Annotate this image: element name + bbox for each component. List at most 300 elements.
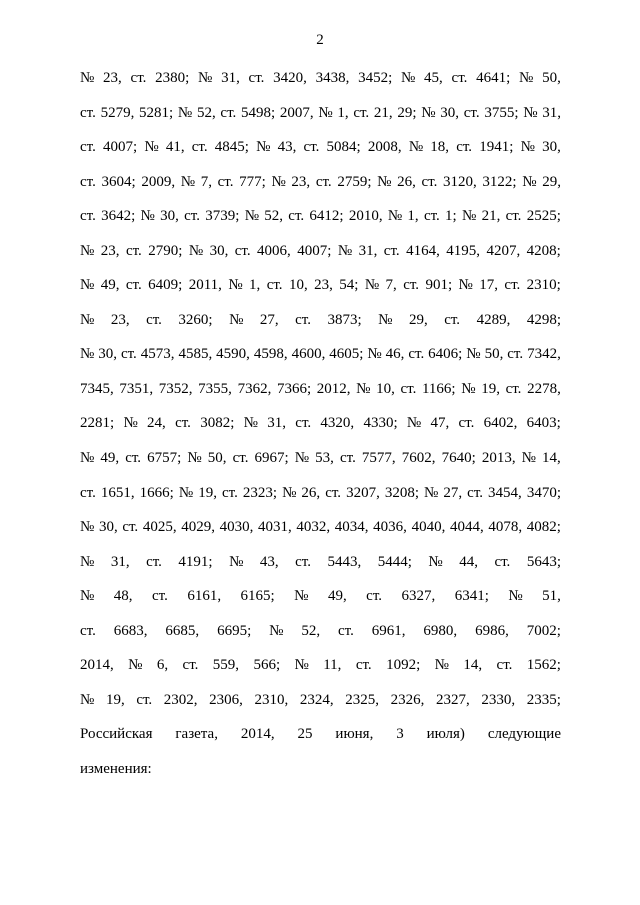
word: ст. <box>325 484 342 501</box>
word: № <box>80 242 95 259</box>
word: № <box>80 519 95 536</box>
word: 43, <box>259 553 279 570</box>
word: 4044, <box>449 519 484 536</box>
word: ст. <box>403 277 420 294</box>
word: 7345, <box>80 380 114 397</box>
word: 7, <box>385 277 397 294</box>
word: 3438, <box>315 70 350 86</box>
word: 4034, <box>334 519 369 536</box>
word: № <box>401 70 416 86</box>
word: 11, <box>323 657 342 674</box>
text-line <box>80 61 561 96</box>
word: ст. <box>182 657 199 674</box>
word: № <box>140 208 155 225</box>
word: 29, <box>408 311 428 328</box>
word: ст. <box>355 657 372 674</box>
word: № <box>229 553 244 570</box>
word: 23, <box>291 173 311 190</box>
word: 2380; <box>155 70 190 86</box>
word: 54; <box>339 277 359 294</box>
word: № <box>80 311 95 328</box>
word: ст. <box>232 450 249 467</box>
word: ст. <box>80 208 96 225</box>
word: 21, <box>481 208 501 225</box>
word: № <box>461 208 477 225</box>
word: 1562; <box>526 657 561 674</box>
word: 30, <box>98 346 118 363</box>
word: № <box>128 657 143 674</box>
word: ст. <box>220 104 237 121</box>
word: 7, <box>200 173 212 190</box>
word: № <box>458 277 473 294</box>
word: ст. <box>408 346 425 363</box>
word: 4298; <box>526 311 561 328</box>
word: 19, <box>481 380 500 397</box>
word: 4032, <box>296 519 331 536</box>
word: 7366; <box>276 380 312 397</box>
word: № <box>387 208 403 225</box>
word: ст. <box>125 277 142 294</box>
word: 51, <box>542 588 561 605</box>
word: 30, <box>209 242 229 259</box>
word: 31, <box>358 242 378 259</box>
word: 1, <box>249 277 261 294</box>
word: 1651, <box>100 484 135 501</box>
word: 7577, <box>361 450 396 467</box>
word: 2010, <box>348 208 383 225</box>
word: 2012, <box>316 380 351 397</box>
word: 4641; <box>476 70 511 86</box>
word: 6403; <box>526 415 561 432</box>
word: июня, <box>335 726 374 743</box>
word: ст. <box>467 484 484 501</box>
word: 14, <box>542 450 561 467</box>
word: 30, <box>440 104 460 121</box>
word: № <box>408 139 424 156</box>
word: ст. <box>125 450 142 467</box>
word: 6341; <box>454 588 489 605</box>
word: 6402, <box>483 415 518 432</box>
word: 46, <box>385 346 405 363</box>
word: № <box>523 104 538 121</box>
word: № <box>271 173 286 190</box>
word: 4036, <box>373 519 407 536</box>
word: 3082; <box>200 415 235 432</box>
word: № <box>406 415 422 432</box>
word: 49, <box>327 588 347 605</box>
word: 50, <box>542 70 561 86</box>
word: № <box>80 553 95 570</box>
word: 2325, <box>345 691 380 708</box>
word: 17, <box>479 277 498 294</box>
word: 4006, <box>257 242 291 259</box>
word: 3739; <box>205 208 240 225</box>
word: ст. <box>136 691 153 708</box>
word: 19, <box>198 484 217 501</box>
word: 6685, <box>165 622 200 639</box>
word: 4289, <box>476 311 511 328</box>
word: ст. <box>400 380 417 397</box>
word: 7351, <box>119 380 154 397</box>
word: 2790; <box>148 242 183 259</box>
word: 6695; <box>217 622 252 639</box>
word: 6986, <box>475 622 509 639</box>
word: 27, <box>443 484 463 501</box>
word: 3452; <box>358 70 393 86</box>
word: 23, <box>100 242 120 259</box>
word: ст. <box>338 622 354 639</box>
word: 6406; <box>428 346 463 363</box>
page-number: 2 <box>316 32 324 48</box>
word: 43, <box>277 139 297 156</box>
word: 7640; <box>441 450 476 467</box>
word: 4029, <box>181 519 215 536</box>
word: следующие <box>487 726 561 743</box>
word: 5084; <box>326 139 361 156</box>
word: 4164, <box>406 242 440 259</box>
word: № <box>80 346 95 363</box>
text-line <box>80 476 561 511</box>
word: № <box>294 450 310 467</box>
word: 50, <box>207 450 227 467</box>
word: ст. <box>248 70 265 86</box>
word: Российская <box>80 726 153 743</box>
word: № <box>123 415 138 432</box>
word: 52, <box>264 208 284 225</box>
word: 3207, <box>346 484 380 501</box>
word: № <box>177 104 193 121</box>
word: газета, <box>175 726 218 743</box>
word: 777; <box>239 173 266 190</box>
word: 18, <box>430 139 450 156</box>
word: 2007, <box>279 104 314 121</box>
word: № <box>364 277 380 294</box>
word: № <box>80 691 95 708</box>
word: 1166; <box>421 380 456 397</box>
word: 26, <box>301 484 321 501</box>
word: 2306, <box>209 691 243 708</box>
word: 5279, <box>100 104 135 121</box>
text-line <box>80 406 561 441</box>
word: июля) <box>426 726 465 743</box>
text-line <box>80 130 561 165</box>
word: 3755; <box>484 104 519 121</box>
word: 23, <box>110 311 130 328</box>
word: 44, <box>459 553 478 570</box>
word: № <box>294 657 309 674</box>
text-line <box>80 303 561 338</box>
word: 7002; <box>526 622 561 639</box>
word: № <box>461 380 476 397</box>
word: ст. <box>444 311 461 328</box>
word: 2008, <box>367 139 402 156</box>
word: № <box>508 588 523 605</box>
word: 30, <box>542 139 561 156</box>
word: 4191; <box>178 553 213 570</box>
word: 25 <box>297 726 313 743</box>
word: 5643; <box>526 553 561 570</box>
word: 7362, <box>237 380 272 397</box>
word: 29, <box>542 173 561 190</box>
word: 24, <box>147 415 166 432</box>
word: ст. <box>340 450 356 467</box>
word: ст. <box>184 208 200 225</box>
word: № <box>228 277 243 294</box>
word: ст. <box>234 242 251 259</box>
word: № <box>421 104 436 121</box>
word: ст. <box>80 139 96 156</box>
word: 6683, <box>113 622 148 639</box>
word: ст. <box>366 588 383 605</box>
word: 26, <box>397 173 416 190</box>
word: № <box>428 553 443 570</box>
word: ст. <box>146 553 162 570</box>
word: № <box>188 242 204 259</box>
word: 3122; <box>482 173 517 190</box>
word: 2013, <box>481 450 516 467</box>
word: 31, <box>267 415 286 432</box>
word: 4598, <box>253 346 288 363</box>
word: ст. <box>288 208 305 225</box>
word: 30, <box>160 208 179 225</box>
word: 2014, <box>240 726 275 743</box>
word: 4320, <box>320 415 355 432</box>
word: 49, <box>100 450 120 467</box>
text-line <box>80 372 561 407</box>
word: № <box>521 450 536 467</box>
word: № <box>434 657 449 674</box>
word: 6327, <box>401 588 436 605</box>
text-line <box>80 579 561 614</box>
text-line <box>80 337 561 372</box>
word: 6165; <box>240 588 275 605</box>
word: № <box>522 173 537 190</box>
word: 3260; <box>178 311 213 328</box>
text-line <box>80 683 561 718</box>
word: ст. <box>146 311 162 328</box>
word: 4025, <box>142 519 177 536</box>
word: ст. <box>458 415 475 432</box>
word: 4845; <box>214 139 249 156</box>
word: ст. <box>505 380 522 397</box>
word: 4207, <box>486 242 521 259</box>
word: 6757; <box>147 450 182 467</box>
word: 41, <box>165 139 185 156</box>
text-line <box>80 614 561 649</box>
word: ст. <box>217 173 234 190</box>
word: 1, <box>337 104 349 121</box>
word: 4573, <box>140 346 175 363</box>
word: ст. <box>303 139 320 156</box>
word: ст. <box>315 173 332 190</box>
word: 3120, <box>443 173 477 190</box>
word: ст. <box>295 415 312 432</box>
word: 30, <box>98 519 118 536</box>
word: 1092; <box>386 657 421 674</box>
word: ст. <box>383 242 400 259</box>
text-line <box>80 234 561 269</box>
word: 52, <box>196 104 216 121</box>
word: 53, <box>315 450 334 467</box>
word: 47, <box>430 415 450 432</box>
word: 3642; <box>101 208 136 225</box>
word: 4007; <box>103 139 138 156</box>
word: ст. <box>456 139 473 156</box>
word: 14, <box>463 657 483 674</box>
word: ст. <box>152 588 168 605</box>
text-line <box>80 545 561 580</box>
word: № <box>144 139 159 156</box>
word: № <box>269 622 284 639</box>
word: 4030, <box>219 519 254 536</box>
text-line <box>80 510 561 545</box>
word: ст. <box>295 311 311 328</box>
word: 2323; <box>242 484 278 501</box>
word: 27, <box>259 311 279 328</box>
word: 2525; <box>526 208 561 225</box>
text-line-last: изменения: <box>80 760 152 777</box>
word: 2330, <box>481 691 516 708</box>
word: 6, <box>156 657 169 674</box>
word: 4007; <box>297 242 332 259</box>
word: 49, <box>100 277 120 294</box>
word: 5498; <box>240 104 276 121</box>
word: ст. <box>175 415 191 432</box>
word: № <box>229 311 244 328</box>
word: 31, <box>542 104 561 121</box>
text-line <box>80 165 561 200</box>
word: 2327, <box>436 691 470 708</box>
word: 6961, <box>371 622 406 639</box>
word: 21, <box>373 104 393 121</box>
word: 3470; <box>526 484 561 501</box>
word: 1941; <box>479 139 514 156</box>
word: ст. <box>507 346 524 363</box>
text-line <box>80 199 561 234</box>
word: 1, <box>407 208 419 225</box>
word: 566; <box>253 657 281 674</box>
word: № <box>256 139 271 156</box>
word: ст. <box>122 519 139 536</box>
word: 4031, <box>258 519 292 536</box>
word: 29; <box>397 104 417 121</box>
word: 6980, <box>423 622 458 639</box>
word: № <box>294 588 309 605</box>
word: 3454, <box>488 484 522 501</box>
word: ст. <box>494 553 511 570</box>
word: 4040, <box>411 519 446 536</box>
word: № <box>243 415 258 432</box>
word: 10, <box>288 277 308 294</box>
word: 7352, <box>158 380 193 397</box>
word: № <box>466 346 481 363</box>
word: ст. <box>463 104 480 121</box>
word: 10, <box>376 380 395 397</box>
word: 3604; <box>101 173 136 190</box>
word: 5281; <box>139 104 174 121</box>
word: 52, <box>301 622 321 639</box>
word: 23, <box>314 277 333 294</box>
word: 4208; <box>526 242 561 259</box>
word: 2326, <box>390 691 425 708</box>
word: 901; <box>425 277 453 294</box>
word: 2310, <box>254 691 289 708</box>
word: 4600, <box>291 346 326 363</box>
word: ст. <box>80 104 96 121</box>
word: 23, <box>103 70 122 86</box>
word: ст. <box>80 622 96 639</box>
word: № <box>356 380 371 397</box>
word: ст. <box>191 139 208 156</box>
word: № <box>337 242 353 259</box>
word: 31, <box>221 70 240 86</box>
word: 2324, <box>299 691 334 708</box>
text-line <box>80 441 561 476</box>
word: ст. <box>504 277 521 294</box>
word: № <box>377 173 392 190</box>
word: 2278, <box>527 380 561 397</box>
word: 559, <box>212 657 240 674</box>
word: ст. <box>496 657 513 674</box>
word: 6412; <box>309 208 344 225</box>
word: № <box>519 70 534 86</box>
word: ст. <box>295 553 311 570</box>
word: 3 <box>396 726 404 743</box>
word: 2011, <box>188 277 222 294</box>
word: 5444; <box>377 553 412 570</box>
word: 4078, <box>488 519 523 536</box>
text-line <box>80 96 561 131</box>
word: 2281; <box>80 415 115 432</box>
word: 4585, <box>178 346 213 363</box>
word: 2302, <box>163 691 198 708</box>
word: ст. <box>125 242 142 259</box>
word: ст. <box>120 346 137 363</box>
word: ст. <box>221 484 238 501</box>
word: ст. <box>266 277 283 294</box>
word: № <box>178 484 194 501</box>
word: 2759; <box>337 173 372 190</box>
word: 50, <box>484 346 504 363</box>
word: 31, <box>110 553 130 570</box>
word: 7355, <box>198 380 232 397</box>
word: 2014, <box>80 657 114 674</box>
word: № <box>80 277 95 294</box>
word: 45, <box>424 70 443 86</box>
text-line <box>80 268 561 303</box>
document-text <box>80 61 561 786</box>
word: 5443, <box>327 553 362 570</box>
word: 1666; <box>139 484 174 501</box>
word: 6409; <box>148 277 183 294</box>
word: № <box>367 346 382 363</box>
word: ст. <box>353 104 370 121</box>
text-line <box>80 648 561 683</box>
word: 4590, <box>216 346 250 363</box>
word: 3420, <box>273 70 307 86</box>
word: № <box>80 588 95 605</box>
word: 7602, <box>401 450 436 467</box>
word: № <box>244 208 259 225</box>
word: 2009, <box>141 173 176 190</box>
word: 4082; <box>526 519 561 536</box>
word: № <box>378 311 393 328</box>
word: 19, <box>105 691 125 708</box>
word: № <box>187 450 202 467</box>
word: ст. <box>423 208 440 225</box>
word: ст. <box>505 208 522 225</box>
word: № <box>180 173 196 190</box>
